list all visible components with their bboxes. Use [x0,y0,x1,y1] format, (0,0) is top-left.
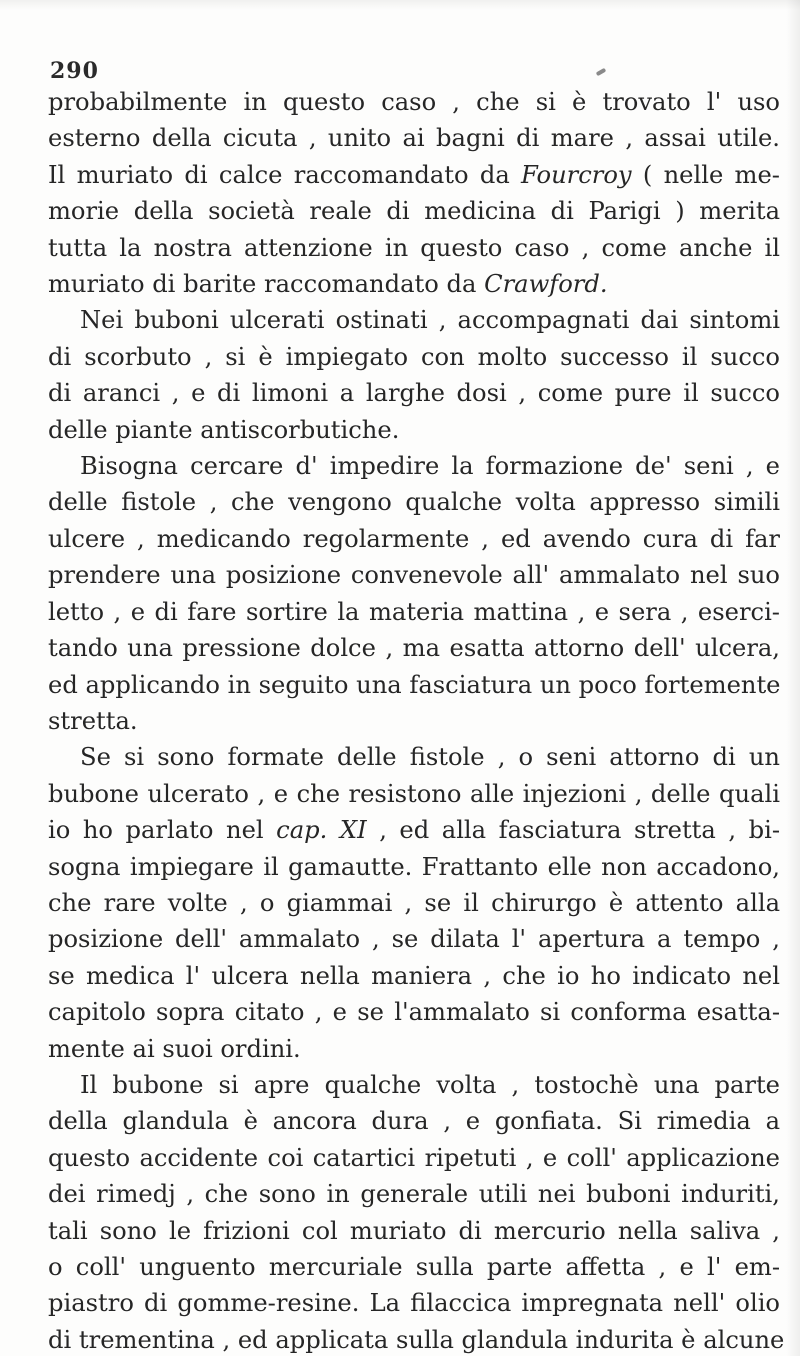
text-line: Il muriato di calce raccomandato da Fourcroy ( nelle me- [48,160,780,189]
paragraph [48,84,780,302]
text-line: piastro di gomme-resine. La filaccica impregnata nell' olio [48,1289,780,1318]
text-line: Se si sono formate delle fistole , o seni attorno di un [80,743,780,772]
text-line: di trementina , ed applicata sulla glandula indurita è alcune [48,1325,785,1354]
paragraph [48,302,780,448]
text-line: dei rimedj , che sono in generale utili nei buboni induriti, [48,1180,780,1209]
page-edge-shadow-top [0,0,800,10]
text-line: mente ai suoi ordini. [48,1034,301,1063]
text-line: sogna impiegare il gamautte. Frattanto elle non accadono, [48,852,780,881]
text-line: questo accidente coi catartici ripetuti , e coll' applicazione [48,1143,780,1172]
text-line: Bisogna cercare d' impedire la formazione de' seni , e [80,452,780,481]
text-line: stretta. [48,706,138,735]
text-line: della glandula è ancora dura , e gonfiata. Si rimedia a [48,1107,780,1136]
text-line: letto , e di fare sortire la materia mattina , e sera , eserci- [48,597,780,626]
page-number: 290 [50,58,99,84]
text-line: muriato di barite raccomandato da Crawford. [48,270,608,299]
text-line: tutta la nostra attenzione in questo caso , come anche il [48,233,780,262]
text-line: delle piante antiscorbutiche. [48,415,400,444]
ink-speck [596,68,607,76]
text-line: io ho parlato nel cap. XI , ed alla fasciatura stretta , bi- [48,816,780,845]
paragraph [48,739,780,1067]
text-line: di aranci , e di limoni a larghe dosi , come pure il succo [48,379,780,408]
text-line: che rare volte , o giammai , se il chirurgo è attento alla [48,888,780,917]
body-text [48,84,785,1356]
text-line: probabilmente in questo caso , che si è trovato l' uso [48,88,780,116]
text-line: morie della società reale di medicina di Parigi ) merita [48,197,780,226]
text-line: posizione dell' ammalato , se dilata l' apertura a tempo , [48,925,780,954]
text-line: Nei buboni ulcerati ostinati , accompagnati dai sintomi [80,306,780,335]
text-line: capitolo sopra citato , e se l'ammalato si conforma esatta- [48,998,780,1027]
text-line: tali sono le frizioni col muriato di mercurio nella saliva , [48,1216,780,1245]
text-line: Il bubone si apre qualche volta , tostochè una parte [80,1070,780,1099]
text-line: tando una pressione dolce , ma esatta attorno dell' ulcera, [48,634,780,663]
paragraph [48,448,780,739]
paragraph [48,1067,785,1356]
text-line: bubone ulcerato , e che resistono alle injezioni , delle quali [48,779,780,808]
text-line: prendere una posizione convenevole all' ammalato nel suo [48,561,780,590]
text-line: ulcere , medicando regolarmente , ed avendo cura di far [48,524,780,553]
text-line: o coll' unguento mercuriale sulla parte affetta , e l' em- [48,1253,780,1281]
text-line: se medica l' ulcera nella maniera , che io ho indicato nel [48,961,780,990]
page-edge-shadow-right [786,0,800,1356]
text-line: di scorbuto , si è impiegato con molto successo il succo [48,342,780,371]
text-line: delle fistole , che vengono qualche volta appresso simili [48,488,780,517]
text-line: ed applicando in seguito una fasciatura un poco fortemente [48,670,781,699]
text-line: esterno della cicuta , unito ai bagni di mare , assai utile. [48,124,780,153]
